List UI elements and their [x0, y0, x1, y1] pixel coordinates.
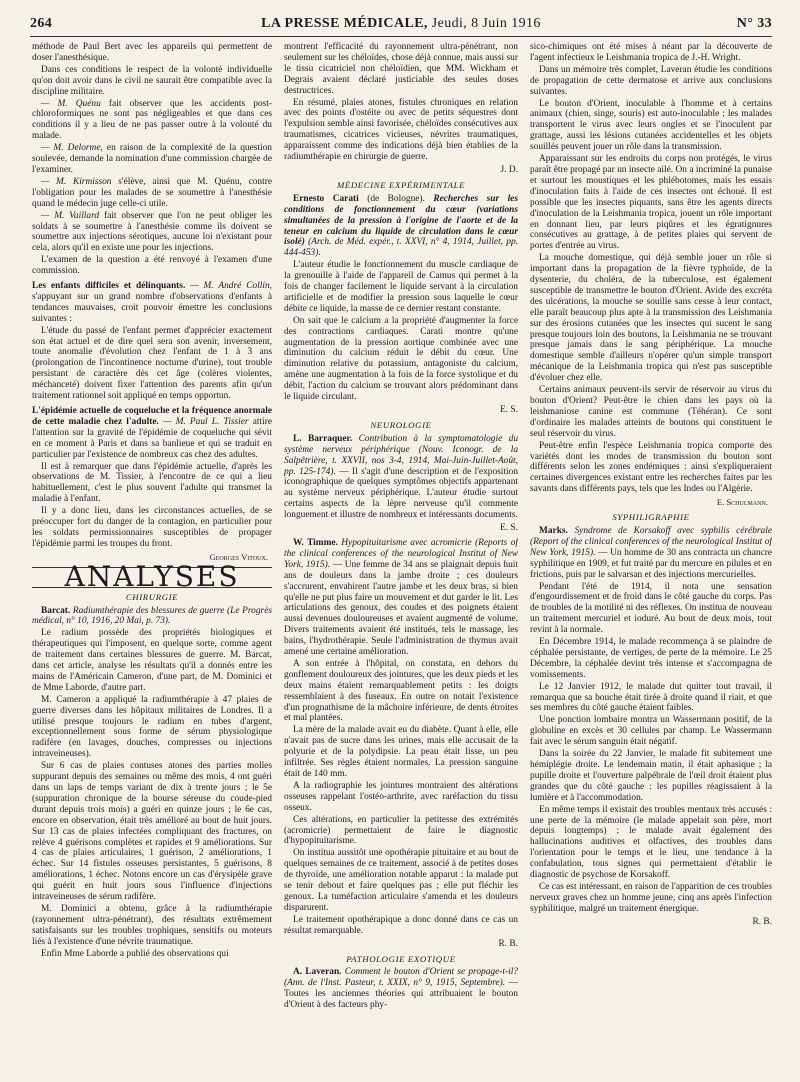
paragraph-text: fait observer que les accidents post-chloroformiques ne sont pas négligeables et que dans ces conditions il y a lieu de ne pas passer outre à la volonté du malade. — [32, 98, 272, 142]
paragraph: Dans ces conditions le respect de la volonté individuelle qu'on doit avoir dans le civil ne saurait être compatible avec la discipline militaire. — [32, 64, 272, 97]
paragraph-text: en raison de la complexité de la question soulevée, demande la nomination d'une commission chargée de l'examiner. — [32, 143, 272, 175]
signature: E. S. — [500, 405, 518, 415]
section-label: PATHOLOGIE EXOTIQUE — [346, 953, 456, 964]
paragraph: L'auteur étudie le fonctionnement du muscle cardiaque de la grenouille à l'aide de l'appareil de Camus qui permet à la fois de changer facilement le liquide servant à la circulation artificielle et de modifier la pression sous laquelle le cœur débite ce liquide, la masse de ce dernier restant constante. — [284, 260, 518, 314]
paragraph-text: — Un homme de 30 ans contracta un chancre syphilitique en 1909, et fut traité par du mercure en pilules et en frictions, puis par le salvarsan et des injections mercurielles. — [530, 547, 772, 580]
article-author: L. Barraquer. — [293, 433, 353, 444]
article-title: Contribution à la symptomatologie du système nerveux périphérique — [284, 433, 518, 455]
paragraph: A la radiographie les jointures montraient des altérations osseuses rappelant l'ostéo-arthrite, avec raréfaction du tissu osseux. — [284, 780, 518, 813]
paragraph: Une ponction lombaire montra un Wassermann positif, de la globuline en excès et 30 cellules par champ. Le Wassermann fait avec le sérum sanguin était négatif. — [530, 715, 772, 748]
paragraph: Enfin Mme Laborde a publié des observations qui — [41, 948, 229, 959]
paragraph-text: — Il s'agit d'une description et de l'exposition iconographique de quelques symptômes objectifs appartenant au système nerveux périphérique. L'auteur étudie surtout certains aspects de la lèpre nerveuse qu'il commente longuement et illustre de nombreux et intéressants documents. — [284, 466, 518, 521]
paragraph: Dans la soirée du 22 Janvier, le malade fit subitement une hémiplégie droite. Le lendemain matin, il était aphasique ; la pupille droite et l'ouverture palpébrale de l'œil droit étaient plus grandes que du côté gauche : les pupilles réagissaient à la lumière et à l'accommodation. — [530, 749, 772, 803]
issue-date: Jeudi, 8 Juin 1916 — [427, 16, 541, 31]
article-entry — [530, 526, 772, 581]
paragraph: Apparaissant sur les endroits du corps non protégés, le virus paraît être propagé par un insecte ailé. On a incriminé la punaise et surtout les moustiques et les phlébotomes, mais les essais d'inoculation faits à l'aide de ces insectes ont échoué. Il est possible que les insectes piquants, sans être les agents directs d'inoculation de la Leishmania tropica, jouent un rôle important en donnant lieu, par leurs piqûres et les égratignures consécutives au grattage, à de petites plaies qui servent de portes d'entrée au virus. — [530, 154, 772, 252]
paragraph: Sur 6 cas de plaies contuses atones des parties molles suppurant depuis des semaines ou même des mois, 4 ont guéri dans un laps de temps variant de dix à trente jours ; le 5e (suppuration chronique de la bourse séreuse du coude-pied durant depuis trois mois) a guéri en quinze jours ; le 6e cas, encore en observation, était très amélioré au bout de huit jours. Sur 13 cas de plaies infectées compliquant des fractures, on relève 4 guérisons complètes et rapides et 9 améliorations. Sur 4 cas de plaies articulaires, 1 guérison, 2 améliorations, 1 échec. Sur 14 fistules osseuses persistantes, 5 guérisons, 8 améliorations, 1 échec. Notons encore un cas d'érysipèle grave qui guérit en huit jours sous l'influence d'injections intraveineuses de sérum radifère. — [32, 761, 272, 903]
paragraph — [32, 177, 272, 210]
article-title: Hypopituitarisme avec acromicrie — [337, 537, 472, 548]
article-entry — [284, 538, 518, 658]
paragraph: Le traitement opothérapique a donc donné dans ce cas un résultat remarquable. — [284, 914, 518, 936]
paragraph: Ce cas est intéressant, en raison de l'apparition de ces troubles nerveux graves chez un homme jeune, cinq ans après l'infection syphilitique, malgré un traitement énergique. — [530, 881, 772, 914]
signature: R. B. — [752, 916, 772, 927]
column-middle — [284, 42, 518, 1072]
paragraph: Dans un mémoire très complet, Laveran étudie les conditions de propagation de cette dermatose et arrive aux conclusions suivantes. — [530, 64, 772, 97]
signature: E. S. — [500, 523, 518, 534]
article-author: Marks. — [539, 525, 568, 536]
paragraph: On institua aussitôt une opothérapie pituitaire et au bout de quelques semaines de ce traitement, associé à de petites doses de thyroïde, une amélioration notable apparut : la malade put se tenir debout et faire quelques pas ; elle put fléchir les genoux. La tuméfaction articulaire s'amenda et les douleurs disparurent. — [284, 848, 518, 913]
article-author: A. Laveran. — [293, 967, 342, 978]
speaker-name: — M. Delorme, — [41, 143, 103, 154]
paragraph — [32, 211, 272, 255]
speaker-name: — M. Vaillard — [41, 210, 100, 221]
paragraph-text: fait observer que l'on ne peut obliger les soldats à se soumettre à l'anesthésie comme ils doivent se soumettre aux injections sérotiques, aucune loi n'existant pour cela, alors qu'il en existe une pour les injections. — [32, 210, 272, 254]
page-header — [30, 14, 772, 37]
article-entry — [284, 194, 518, 259]
article-author: W. Timme. — [293, 537, 338, 548]
paragraph: M. Dominici a obtenu, grâce à la radiumthérapie (rayonnement ultra-pénétrant), des résultats extrêmement satisfaisants sur les troubles trophiques, sensitifs ou moteurs liés à l'existence d'une névrite traumatique. — [32, 903, 272, 947]
signature: E. Schulmann. — [716, 497, 768, 508]
paragraph: En résumé, plaies atones, fistules chroniques en relation avec des points d'ostéite ou avec de petits séquestres dont l'expulsion semble ainsi favorisée, chéloïdes consécutives aux traumatismes, cicatrices vicieuses, névrites traumatiques, apparaissent comme des indications déjà bien établies de la radiumthérapie en chirurgie de guerre. — [284, 97, 518, 163]
paragraph: Le bouton d'Orient, inoculable à l'homme et à certains animaux (chien, singe, souris) est auto-inoculable ; les malades transportent le virus avec leurs ongles et se l'inoculent par grattage, aussi les lésions cutanées accidentelles et les objets souillés peuvent jouer un rôle dans la transmission. — [530, 98, 772, 153]
paragraph: A son entrée à l'hôpital, on constata, en dehors du gonflement douloureux des jointures, que les deux pieds et les deux mains étaient remarquablement petits : les doigts ressemblaient à des fuseaux. En outre on notait l'existence d'un prognathisme de la mâchoire inférieure, de dents étroites et mal plantées. — [284, 658, 518, 724]
article-entry — [32, 606, 272, 628]
running-title — [30, 16, 772, 32]
journal-name: LA PRESSE MÉDICALE, — [261, 16, 428, 31]
paragraph: Certains animaux peuvent-ils servir de réservoir au virus du bouton d'Orient? Peut-être le chien dans les pays où la leishmaniose canine est commune (Téhéran). Ce sont d'ordinaire les malades atteints de boutons qui constituent le seul réservoir du virus. — [530, 385, 772, 439]
speaker-name: — M. Quénu — [41, 98, 101, 109]
paragraph: L'examen de la question a été renvoyé à l'examen d'une commission. — [32, 255, 272, 277]
paragraph: La mouche domestique, qui déjà semble jouer un rôle si important dans la propagation de la fièvre typhoïde, de la dysenterie, du choléra, de la tuberculose, est également susceptible de transmettre le bouton d'Orient. Avide des excréta des ulcérations, la mouche se souille sans cesse à leur contact, elle paraît beaucoup plus apte à la transmission des Leishmania sur des érosions cutanées que les insectes qui sucent le sang presque toujours loin des boutons, la Leishmania ne se trouvant presque jamais dans le sang périphérique. La mouche domestique semble d'ailleurs n'opérer qu'un simple transport mécanique de la Leishmania tropica qui n'est pas susceptible d'évoluer chez elle. — [530, 253, 772, 384]
column-left — [32, 42, 272, 1072]
column-right — [530, 42, 772, 1072]
paragraph: Il y a donc lieu, dans les circonstances actuelles, de se préoccuper fort du danger de la contagion, en particulier pour les soldats permissionnaires susceptibles de propager l'épidémie parmi les troupes du front. — [32, 506, 272, 549]
paragraph-text: — Une femme de 34 ans se plaignait depuis huit ans de douleurs dans la jambe droite ; ces douleurs s'accrurent, envahirent l'autre jambe et les deux bras, si bien qu'elle ne put plus faire un mouvement et dut garder le lit. Les articulations des genoux, des coudes et des poignets étaient aussi devenues douloureuses et avaient augmenté de volume. Divers traitements avaient été institués, tels le massage, les bains, l'hydrothérapie. Seule l'administration de thymus avait amené une certaine amélioration. — [284, 559, 518, 658]
paragraph-text: s'élève, ainsi que M. Quénu, contre l'obligation pour les malades de se soumettre à l'anesthésie quand le médecin juge celle-ci utile. — [32, 176, 272, 209]
signature: J. D. — [500, 164, 518, 175]
paragraph-text: s'appuyant sur un grand nombre d'observations d'enfants à tendances mauvaises, croit pouvoir émettre les conclusions suivantes : — [32, 291, 272, 324]
paragraph: Il est à remarquer que dans l'épidémie actuelle, d'après les observations de M. Tissier, à l'encontre de ce qui a lieu habituellement, c'est le plus souvent l'adulte qui transmet la maladie à l'enfant. — [32, 461, 272, 505]
article-reference: (Report of the clinical conferences of the neurological Institut of New York, 1915). — [530, 536, 772, 558]
speaker-name: — M. André Collin, — [185, 281, 272, 292]
paragraph-text: attire l'attention sur la gravité de l'épidémie de coqueluche qui sévit en ce moment à Paris et dans sa banlieue et qui se traduit en particulier par l'existence de nombreux cas chez des adultes. — [32, 416, 272, 460]
article-author: Barcat. — [41, 605, 71, 616]
paragraph: La mère de la malade avait eu du diabète. Quant à elle, elle n'avait pas de sucre dans les urines, mais elle accusait de la polyurie et de la polydipsie. La peau était lisse, un peu infiltrée. Ses règles étaient normales. La pression sanguine était de 140 mm. — [284, 725, 518, 779]
issue-number: N° 33 — [736, 16, 772, 31]
paragraph: En même temps il existait des troubles mentaux très accusés : une perte de la mémoire (le malade appelait son père, mort depuis longtemps) ; le malade avait également des hallucinations auditives et olfactives, des troubles dans l'orientation pour le temps et le lieu, une tendance à la confabulation, tous signes qui permettaient d'établir le diagnostic de psychose de Korsakoff. — [530, 804, 772, 881]
paragraph — [32, 143, 272, 176]
paragraph: Le radium possède des propriétés biologiques et thérapeutiques qui l'imposent, en quelque sorte, comme agent de traitement dans certaines blessures de guerre. M. Barcat, dans cet article, analyse les résultats qu'il a donnés entre les mains de l'Américain Cameron, d'une part, de M. Dominici et de Mme Laborde, d'autre part. — [32, 628, 272, 693]
section-label: NEUROLOGIE — [370, 419, 432, 430]
article-title: Comment le bouton d'Orient se propage-t-il? — [341, 967, 518, 978]
section-heading-paragraph — [32, 406, 272, 461]
section-label: SYPHILIGRAPHIE — [612, 512, 690, 523]
paragraph: On sait que le calcium a la propriété d'augmenter la force des contractions cardiaques. Carati montre qu'une augmentation de la pression aortique combinée avec une diminution du calcium réduit le débit du cœur. Une diminution relative du potassium, antagoniste du calcium, amène une augmentation à la fois de la force systolique et du débit, l'action du calcium se trouvant alors prédominant dans le liquide circulant. — [284, 315, 518, 403]
article-title: Radiumthérapie des blessures de guerre — [70, 605, 225, 616]
section-heading-paragraph — [32, 281, 272, 325]
article-reference: (Reports of the clinical conferences of the neurological Institut of New York, 1915). — [284, 537, 518, 570]
signature: Georges Vitoux. — [209, 551, 268, 562]
paragraph: Pendant l'été de 1914, il nota une sensation d'engourdissement et de froid dans le côté gauche du corps. Pas de troubles de la motilité ni des réflexes. On institua de nouveau un traitement mercuriel et ioduré. Au bout de deux mois, tout revint à la normale. — [530, 581, 772, 636]
paragraph — [32, 99, 272, 143]
paragraph: Ces altérations, en particulier la petitesse des extrémités (acromicrie) permettaient de faire le diagnostic d'hypopituitarisme. — [284, 814, 518, 847]
section-heading: L'épidémie actuelle de coqueluche et la fréquence anormale de cette maladie chez l'adulte. — [32, 406, 272, 427]
author-place: (de Bologne). — [358, 193, 425, 204]
article-reference: (Le Progrès médical, n° 10, 1916, 20 Mai, p. 73). — [32, 605, 272, 627]
paragraph: montrent l'efficacité du rayonnement ultra-pénétrant, non seulement sur les chéloïdes, chose déjà connue, mais aussi sur le tissu cicatriciel non chéloïdien, que MM. Wickham et Degrais avaient déclaré justiciable des seules doses destructrices. — [284, 42, 518, 96]
section-label: MÉDECINE EXPÉRIMENTALE — [336, 179, 466, 190]
paragraph: sico-chimiques ont été mises à néant par la découverte de l'agent infectieux le Leishmania tropica de J.-H. Wright. — [530, 42, 772, 63]
article-reference: (Arch. de Méd. expér., t. XXVI, n° 4, 1914, Juillet, pp. 444-453). — [284, 237, 518, 259]
speaker-name: — M. Kirmisson — [41, 176, 112, 187]
speaker-name: — M. Paul L. Tissier — [158, 416, 249, 427]
paragraph: M. Cameron a appliqué la radiumthérapie à 47 plaies de guerre diverses dans les hôpitaux militaires de Londres. Il a utilisé presque toujours le radium en tubes d'argent, exceptionnellement sous forme de sérum physiologique radifère (en lavages, douches, compresses ou injections intraveineuses). — [32, 694, 272, 760]
analyses-heading: ANALYSES — [64, 559, 240, 593]
article-entry — [284, 967, 518, 1011]
paragraph-text: — Toutes les anciennes théories qui attribuaient le bouton d'Orient à des facteurs phy- — [284, 978, 518, 1011]
paragraph: méthode de Paul Bert avec les appareils qui permettent de doser l'anesthésique. — [32, 42, 272, 63]
article-author: Ernesto Carati — [293, 193, 359, 204]
article-reference: (Ann. de l'Inst. Pasteur, t. XXIX, n° 9, 1915, Septembre). — [284, 978, 506, 989]
article-reference: (Nouv. Iconogr. de la Salpêtrière, t. XXVII, nos 3-4, 1914, Mai-Juin-Juillet-Août, pp. 125-174). — [284, 444, 518, 477]
paragraph: Peut-être enfin l'espèce Leishmania tropica comporte des variétés dont les modes de transmission du bouton sont différents selon les zones endémiques : ainsi s'expliqueraient certaines divergences existant entre les recherches faites par les savants dans différents pays, tels que les Indes ou l'Algérie. — [530, 440, 772, 495]
paragraph: Le 12 Janvier 1912, le malade dut quitter tout travail, il remarqua que sa bouche était tirée à droite quand il riait, et que ses membres du côté gauche étaient faibles. — [530, 681, 772, 714]
paragraph: En Décembre 1914, le malade recommença à se plaindre de céphalée persistante, de vertiges, de perte de la mémoire. Le 25 Décembre, la céphalée devint très intense et s'accompagna de vomissements. — [530, 637, 772, 680]
signature: R. B. — [498, 938, 518, 949]
section-heading: Les enfants difficiles et délinquants. — [32, 281, 186, 292]
section-label: CHIRURGIE — [125, 591, 179, 602]
article-title: Recherches sur les conditions de fonctionnement du cœur (variations simultanées de la pression à l'origine de l'aorte et de la teneur en calcium du liquide de circulation dans le cœur isolé) — [284, 193, 518, 248]
article-entry — [284, 434, 518, 521]
article-title: Syndrome de Korsakoff avec syphilis cérébrale — [567, 525, 772, 536]
page-number: 264 — [30, 16, 53, 31]
paragraph: L'étude du passé de l'enfant permet d'apprécier exactement son état actuel et de dire quel sera son avenir, inversement, toute anomalie d'évolution chez l'enfant de 1 à 3 ans (prolongation de l'incontinence nocturne d'urine), tout trouble persistant de caractère dès cet âge (colères violentes, méchanceté) doivent fixer l'attention des parents afin qu'un traitement rationnel soit appliqué en temps opportun. — [32, 325, 272, 402]
